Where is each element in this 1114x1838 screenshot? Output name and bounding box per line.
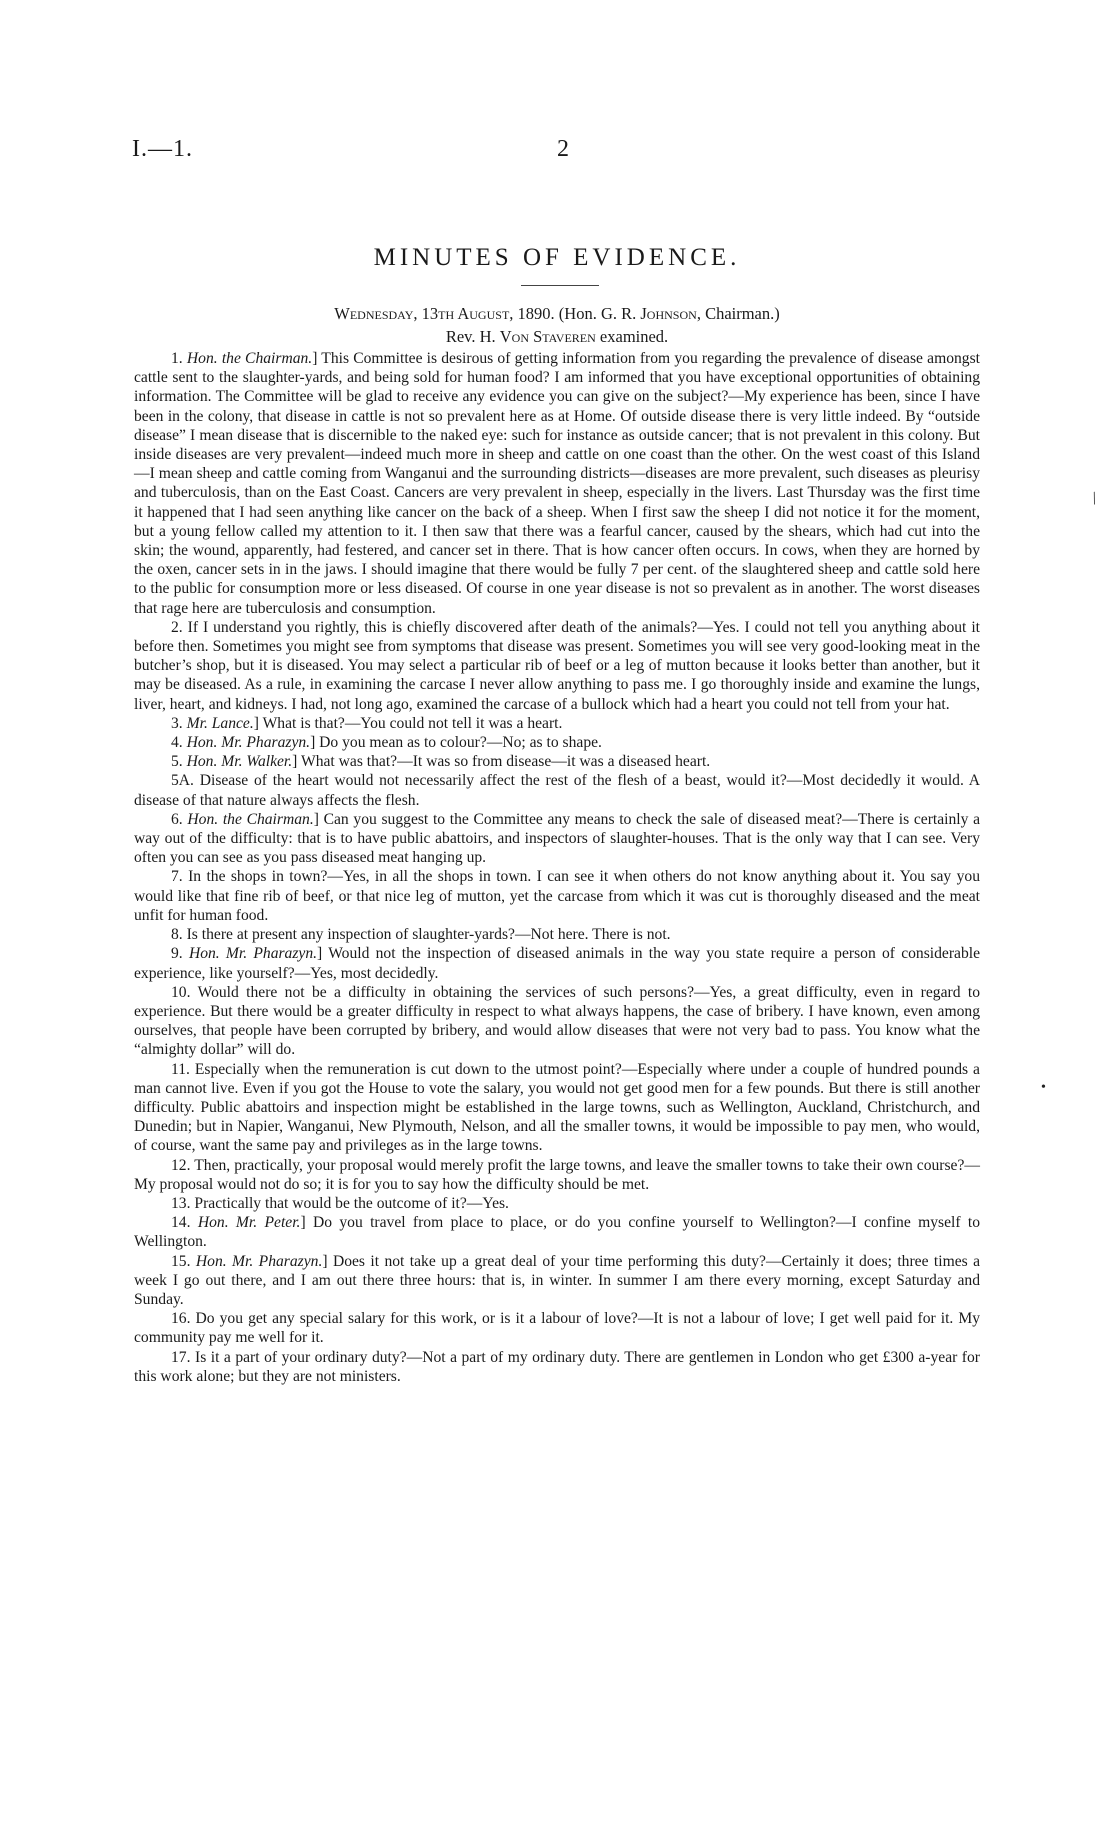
speaker-name: Hon. Mr. Peter. <box>197 1214 301 1232</box>
witness-post: examined. <box>595 327 669 346</box>
speaker-bracket: ] <box>310 734 316 752</box>
title-rule <box>521 285 599 286</box>
evidence-paragraph <box>134 1252 980 1310</box>
paragraph-text: Can you suggest to the Committee any means to check the sale of diseased meat?—There is certainly a way out of the difficulty: that is to have public abattoirs, and inspectors of slaughter-houses. That is the only way that I can see. Very often you can see as you pass diseased meat hanging up. <box>134 810 980 867</box>
speaker-bracket: ] <box>292 753 298 771</box>
paragraph-text: Do you get any special salary for this work, or is it a labour of love?—It is not a labour of love; I get well paid for it. My community pay me well for it. <box>134 1310 980 1347</box>
speaker-name: Hon. the Chairman. <box>187 810 314 828</box>
sitting-day: Wednesday <box>334 304 414 323</box>
question-number: 7. <box>171 868 183 886</box>
question-number: 8. <box>171 926 183 944</box>
evidence-paragraph <box>134 983 980 1060</box>
question-number: 14. <box>171 1214 191 1232</box>
evidence-paragraph <box>134 1060 980 1156</box>
chair-name: Johnson <box>640 304 697 323</box>
question-number: 11. <box>171 1060 190 1078</box>
chair-pre: (Hon. G. R. <box>558 304 641 323</box>
paragraph-text: Do you mean as to colour?—No; as to shape. <box>315 734 602 752</box>
evidence-paragraph <box>134 1156 980 1194</box>
question-number: 12. <box>171 1156 191 1174</box>
speaker-bracket: ] <box>322 1252 328 1270</box>
sitting-line: Wednesday, 13th August, 1890. (Hon. G. R. Johnson, Chairman.) <box>334 304 780 323</box>
speaker-name: Hon. Mr. Pharazyn. <box>186 734 311 752</box>
evidence-paragraph <box>134 618 980 714</box>
question-number: 2. <box>171 618 183 636</box>
evidence-paragraph <box>134 944 980 982</box>
speaker-bracket: ] <box>253 714 259 732</box>
evidence-paragraph <box>134 771 980 809</box>
evidence-paragraph <box>134 1194 980 1213</box>
question-number: 9. <box>171 945 183 963</box>
evidence-paragraph <box>134 733 980 752</box>
evidence-paragraph <box>134 1309 980 1347</box>
question-number: 17. <box>171 1348 191 1366</box>
question-number: 1. <box>171 350 183 367</box>
evidence-body <box>134 349 980 1386</box>
speaker-name: Hon. Mr. Pharazyn. <box>195 1252 323 1270</box>
speaker-bracket: ] <box>312 350 318 367</box>
chair-post: , Chairman.) <box>696 304 780 323</box>
speaker-bracket: ] <box>300 1214 306 1232</box>
paragraph-text: Would there not be a difficulty in obtaining the services of such persons?—Yes, a great difficulty, even in regard to experience. But there would be a greater difficulty in respect to what always happens, the case of bribery. I have known, even among ourselves, that people have been corrupted by bribery, and would allow diseases that were not very bad to pass. You know what the “almighty dollar” will do. <box>134 983 980 1059</box>
evidence-paragraph <box>134 1213 980 1251</box>
paragraph-text: This Committee is desirous of getting information from you regarding the prevalence of disease amongst cattle sent to the slaughter-yards, and being sold for human food? I am informed that you have exceptional opportunities of obtaining information. The Committee will be glad to receive any evidence you can give on the subject?—My experience has been, since I have been in the colony, that disease in cattle is not so prevalent here as at Home. Of outside disease there is very little indeed. By “outside disease” I mean disease that is discernible to the naked eye: such for instance as outside cancer; that is not prevalent in this colony. But inside diseases are very prevalent—indeed much more in sheep and cattle on one coast than the other. On the west coast of this Island—I mean sheep and cattle coming from Wanganui and the surrounding districts—diseases are more prevalent, such diseases as pleurisy and tuberculosis, than on the East Coast. Cancers are very prevalent in sheep, especially in the livers. Last Thursday was the first time it happened that I had seen anything like cancer on the back of a sheep. When I first saw the sheep I did not notice it for the moment, but a young fellow called my attention to it. I then saw that there was a fearful cancer, caused by the shears, which had cut into the skin; the wound, apparently, had festered, and cancer set in there. That is how cancer often occurs. In cows, when they are horned by the oxen, cancer sets in in the jaws. I should imagine that there would be fully 7 per cent. of the slaughtered sheep and cattle sold here to the public for consumption more or less diseased. Of course in one year disease is not so prevalent as in another. The worst diseases that rage here are tuberculosis and consumption. <box>134 350 980 617</box>
margin-dot: • <box>1041 1080 1046 1095</box>
paragraph-text: What is that?—You could not tell it was a heart. <box>258 714 563 732</box>
paragraph-text: In the shops in town?—Yes, in all the shops in town. I can see it when others do not know anything about it. You say you would like that fine rib of beef, or that nice leg of mutton, yet the carcase from which it was cut is thoroughly diseased and the meat unfit for human food. <box>134 868 980 924</box>
paragraph-text: Is there at present any inspection of slaughter-yards?—Not here. There is not. <box>186 926 671 944</box>
paragraph-text: Do you travel from place to place, or do you confine yourself to Wellington?—I confine myself to Wellington. <box>134 1214 981 1251</box>
speaker-name: Hon. the Chairman. <box>186 350 313 367</box>
evidence-paragraph <box>134 1348 980 1386</box>
question-number: 5. <box>171 753 183 771</box>
speaker-bracket: ] <box>313 810 319 828</box>
question-number: 3. <box>171 714 183 732</box>
margin-mark: / <box>1088 487 1101 509</box>
question-number: 5A. <box>171 772 194 790</box>
question-number: 15. <box>171 1252 191 1270</box>
question-number: 16. <box>171 1310 191 1328</box>
speaker-name: Mr. Lance. <box>186 714 254 732</box>
evidence-paragraph <box>134 925 980 944</box>
paragraph-text: Does it not take up a great deal of your time performing this duty?—Certainly it does; three times a week I go out there, and I am out there three hours: that is, in winter. In summer I am there every morning, except Saturday and Sunday. <box>134 1252 980 1308</box>
paragraph-text: What was that?—It was so from disease—it was a diseased heart. <box>297 753 711 771</box>
speaker-bracket: ] <box>317 945 323 963</box>
page-number: 2 <box>557 136 569 162</box>
question-number: 10. <box>171 983 191 1001</box>
question-number: 6. <box>171 810 183 828</box>
evidence-paragraph <box>134 867 980 925</box>
paragraph-text: Practically that would be the outcome of it?—Yes. <box>194 1194 509 1212</box>
page-reference: I.—1. <box>132 136 193 162</box>
question-number: 13. <box>171 1194 191 1212</box>
witness-pre: Rev. H. <box>445 327 500 346</box>
paragraph-text: Would not the inspection of diseased animals in the way you state require a person of considerable experience, like yourself?—Yes, most decidedly. <box>134 945 980 982</box>
paragraph-text: Especially when the remuneration is cut down to the utmost point?—Especially where under a couple of hundred pounds a man cannot live. Even if you got the House to vote the salary, you would not get good men for a few pounds. But there is still another difficulty. Public abattoirs and inspection might be established in the large towns, such as Wellington, Auckland, Christchurch, and Dunedin; but in Napier, Wanganui, New Plymouth, Nelson, and all the smaller towns, it would be impossible to pay men, who would, of course, want the same pay and privileges as in the large towns. <box>134 1060 980 1155</box>
witness-name: Von Staveren <box>499 327 596 346</box>
sitting-year: , 1890. <box>509 304 555 323</box>
witness-line <box>0 327 1114 347</box>
document-title: MINUTES OF EVIDENCE. <box>373 244 741 271</box>
question-number: 4. <box>171 734 183 752</box>
evidence-paragraph <box>134 752 980 771</box>
paragraph-text: If I understand you rightly, this is chiefly discovered after death of the animals?—Yes. I could not tell you anything about it before then. Sometimes you might see from symptoms that disease was present. Sometimes you will see very good-looking meat in the butcher’s shop, but it is diseased. You may select a particular rib of beef or a leg of mutton because it looks better than another, but it may be diseased. As a rule, in examining the carcase I never allow anything to pass me. I go thoroughly inside and examine the lungs, liver, heart, and kidneys. I had, not long ago, examined the carcase of a bullock which had a heart you could not tell from your hat. <box>134 618 981 713</box>
paragraph-text: Disease of the heart would not necessarily affect the rest of the flesh of a beast, would it?—Most decidedly it would. A disease of that nature always affects the flesh. <box>134 772 980 809</box>
paragraph-text: Is it a part of your ordinary duty?—Not a part of my ordinary duty. There are gentlemen in London who get £300 a-year for this work alone; but they are not ministers. <box>134 1348 980 1385</box>
evidence-paragraph <box>134 810 980 868</box>
evidence-paragraph <box>134 349 980 618</box>
evidence-paragraph <box>134 714 980 733</box>
speaker-name: Hon. Mr. Walker. <box>186 753 293 771</box>
speaker-name: Hon. Mr. Pharazyn. <box>188 945 318 963</box>
sitting-date: 13th August <box>421 304 510 323</box>
paragraph-text: Then, practically, your proposal would merely profit the large towns, and leave the smaller towns to take their own course?—My proposal would not do so; it is for you to say how the difficulty should be met. <box>134 1156 980 1193</box>
